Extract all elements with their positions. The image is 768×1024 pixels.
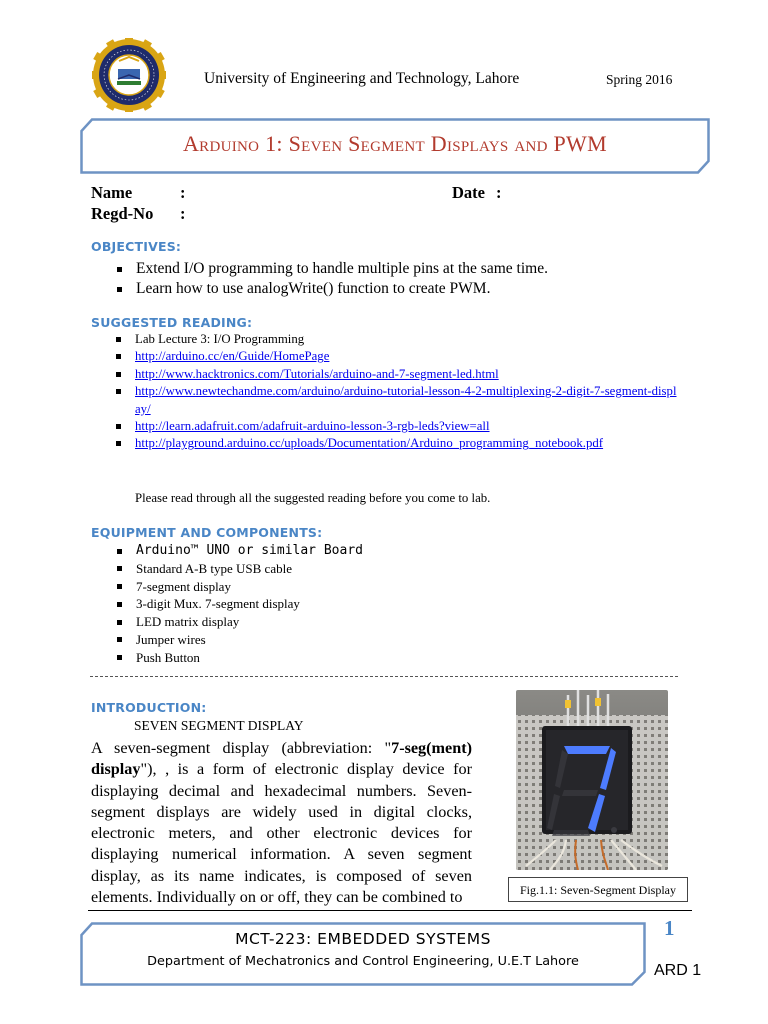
intro-text-start: A seven-segment display (abbreviation: " <box>91 739 392 757</box>
university-name: University of Engineering and Technology, Lahore <box>204 70 520 87</box>
reading-list <box>113 331 685 453</box>
intro-paragraph <box>91 738 472 908</box>
university-logo <box>92 38 166 112</box>
suggested-reading-heading: SUGGESTED READING: <box>91 315 253 330</box>
reading-note: Please read through all the suggested reading before you come to lab. <box>135 491 491 505</box>
equipment-item: LED matrix display <box>114 613 514 631</box>
intro-subheading: SEVEN SEGMENT DISPLAY <box>134 718 304 733</box>
course-title: MCT-223: EMBEDDED SYSTEMS <box>235 930 491 948</box>
objectives-heading: OBJECTIVES: <box>91 239 182 254</box>
equipment-item: Standard A-B type USB cable <box>114 560 514 578</box>
intro-text-rest: "), , is a form of electronic display device for displaying decimal and hexadecimal numbers. Seven-segment displays are widely used in digital clocks, electronic meters, and other electronic devices for displaying numerical information. A seven segment display, as its name indicates, is composed of seven elements. Individually on or off, they can be combined to <box>91 760 472 907</box>
equipment-heading: EQUIPMENT AND COMPONENTS: <box>91 525 323 540</box>
reading-link[interactable]: http://arduino.cc/en/Guide/HomePage <box>135 349 330 364</box>
intro-term: 7-seg(ment) display <box>91 739 472 779</box>
equipment-item: Jumper wires <box>114 631 514 649</box>
date-label: Date <box>452 183 485 202</box>
reading-link[interactable]: http://learn.adafruit.com/adafruit-arduino-lesson-3-rgb-leds?view=all <box>135 419 490 434</box>
reading-link[interactable]: http://www.hacktronics.com/Tutorials/arduino-and-7-segment-led.html <box>135 366 499 381</box>
document-title: Arduino 1: Seven Segment Displays and PWM <box>182 131 607 156</box>
department-name: Department of Mechatronics and Control Engineering, U.E.T Lahore <box>147 954 579 969</box>
equipment-item: 7-segment display <box>114 578 514 596</box>
date-colon: : <box>496 183 502 202</box>
objective-item: Extend I/O programming to handle multiple pins at the same time. <box>114 259 674 279</box>
document-code: ARD 1 <box>654 962 702 979</box>
reading-item: Lab Lecture 3: I/O Programming <box>113 331 685 348</box>
figure-caption: Fig.1.1: Seven-Segment Display <box>508 877 688 902</box>
reading-link[interactable]: http://www.newtechandme.com/arduino/arduino-tutorial-lesson-4-2-multiplexing-2-digit-7-segment-display/ <box>135 384 677 416</box>
seven-segment-photo <box>516 690 668 870</box>
equipment-item: Arduino™ UNO or similar Board <box>114 542 514 560</box>
reading-link[interactable]: http://playground.arduino.cc/uploads/Documentation/Arduino_programming_notebook.pdf <box>135 436 604 451</box>
footer-rule <box>88 910 692 911</box>
name-colon: : <box>180 183 186 202</box>
objective-item: Learn how to use analogWrite() function to create PWM. <box>114 279 674 299</box>
equipment-list <box>114 542 514 667</box>
regd-label: Regd-No <box>91 204 154 223</box>
introduction-heading: INTRODUCTION: <box>91 700 207 715</box>
section-divider <box>90 676 678 677</box>
name-label: Name <box>91 183 133 202</box>
equipment-item: Push Button <box>114 649 514 667</box>
objectives-list <box>114 259 674 299</box>
term-label: Spring 2016 <box>606 72 673 87</box>
regd-colon: : <box>180 204 186 223</box>
page-number: 1 <box>664 916 675 940</box>
equipment-item: 3-digit Mux. 7-segment display <box>114 595 514 613</box>
